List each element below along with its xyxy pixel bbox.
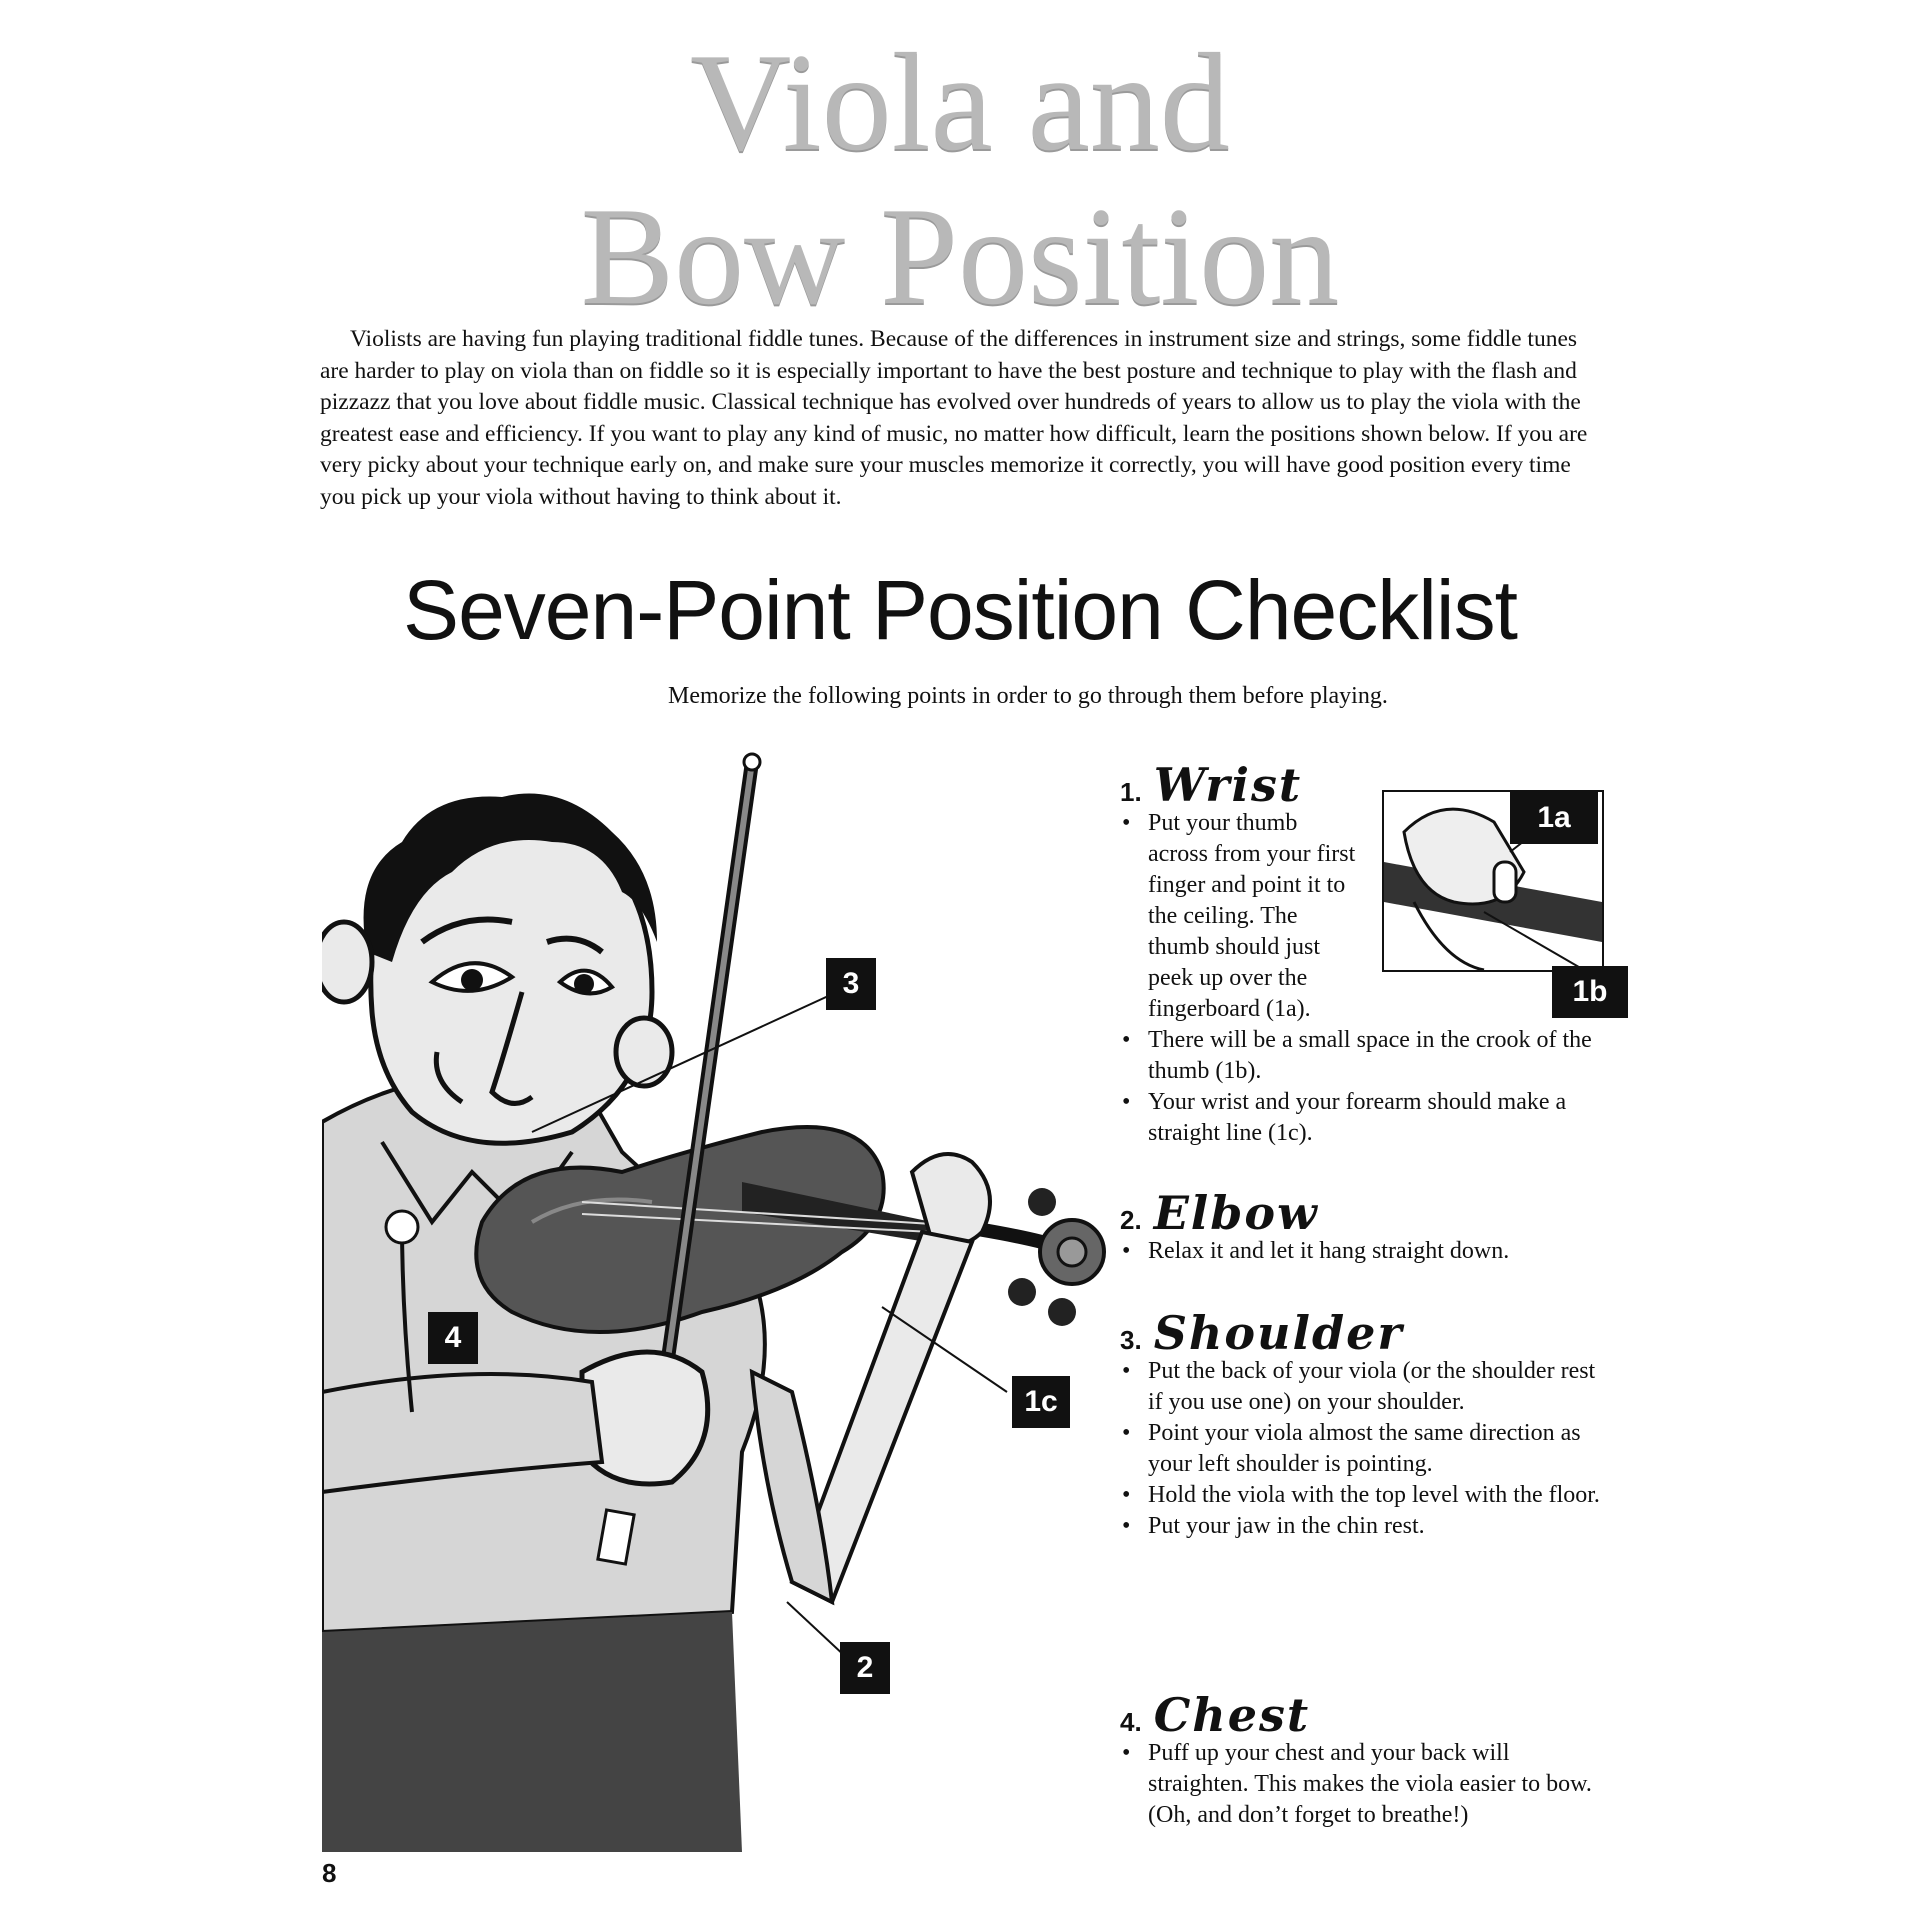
callout-badge-3: 3 — [826, 958, 876, 1010]
bullet-item: • Your wrist and your forearm should make a straight line (1c). — [1120, 1087, 1610, 1149]
section-heading — [1120, 1688, 1610, 1742]
section-chest — [1120, 1688, 1610, 1831]
section-title: Chest — [1153, 1688, 1311, 1742]
callout-badge-2: 2 — [840, 1642, 890, 1694]
memorize-instruction: Memorize the following points in order to go through them before playing. — [668, 683, 1388, 709]
bullet-item: • Put your jaw in the chin rest. — [1120, 1511, 1610, 1542]
section-heading — [1120, 758, 1610, 812]
callout-badge-1b: 1b — [1552, 966, 1628, 1018]
bullet-item: • Puff up your chest and your back will straighten. This makes the viola easier to bow. (Oh, and don’t forget to breathe!) — [1120, 1738, 1610, 1831]
section-number: 4. — [1120, 1707, 1142, 1737]
violist-illustration — [322, 752, 1122, 1852]
bullet-item: • Relax it and let it hang straight down. — [1120, 1236, 1610, 1267]
page-number: 8 — [322, 1858, 337, 1888]
bullet-list — [1120, 1356, 1610, 1542]
callout-badge-4: 4 — [428, 1312, 478, 1364]
checklist-heading: Seven-Point Position Checklist — [403, 563, 1517, 657]
section-shoulder — [1120, 1306, 1610, 1542]
section-number: 2. — [1120, 1205, 1142, 1235]
title-line-2: Bow Position — [580, 179, 1340, 334]
bullet-item: • Put your thumb across from your first finger and point it to the ceiling. The thumb should just peek up over the fingerboard (1a). — [1120, 808, 1358, 1025]
section-title: Shoulder — [1153, 1306, 1404, 1360]
bullet-item: • Point your viola almost the same direction as your left shoulder is pointing. — [1120, 1418, 1610, 1480]
intro-paragraph: Violists are having fun playing traditional fiddle tunes. Because of the differences in instrument size and strings, some fiddle tunes are harder to play on viola than on fiddle so it is especially important to have the best posture and technique to play with the flash and pizzazz that you love about fiddle music. Classical technique has evolved over hundreds of years to allow us to play the viola with the greatest ease and efficiency. If you want to play any kind of music, no matter how difficult, learn the positions shown below. If you are very picky about your technique early on, and make sure your muscles memorize it correctly, you will have good position every time you pick up your viola without having to think about it. — [320, 326, 1588, 510]
section-number: 1. — [1120, 777, 1142, 807]
section-title: Wrist — [1153, 758, 1303, 812]
section-heading — [1120, 1186, 1610, 1240]
section-wrist — [1120, 758, 1610, 1149]
callout-badge-1a: 1a — [1510, 792, 1598, 844]
section-number: 3. — [1120, 1325, 1142, 1355]
bullet-item: • Put the back of your viola (or the shoulder rest if you use one) on your shoulder. — [1120, 1356, 1610, 1418]
bullet-list — [1120, 808, 1610, 1149]
title-line-1: Viola and — [690, 25, 1230, 180]
section-title: Elbow — [1153, 1186, 1319, 1240]
callout-badge-1c: 1c — [1012, 1376, 1070, 1428]
bullet-list — [1120, 1236, 1610, 1267]
bullet-list — [1120, 1738, 1610, 1831]
section-heading — [1120, 1306, 1610, 1360]
bullet-item: • Hold the viola with the top level with the floor. — [1120, 1480, 1610, 1511]
bullet-item: • There will be a small space in the crook of the thumb (1b). — [1120, 1025, 1610, 1087]
section-elbow — [1120, 1186, 1610, 1267]
